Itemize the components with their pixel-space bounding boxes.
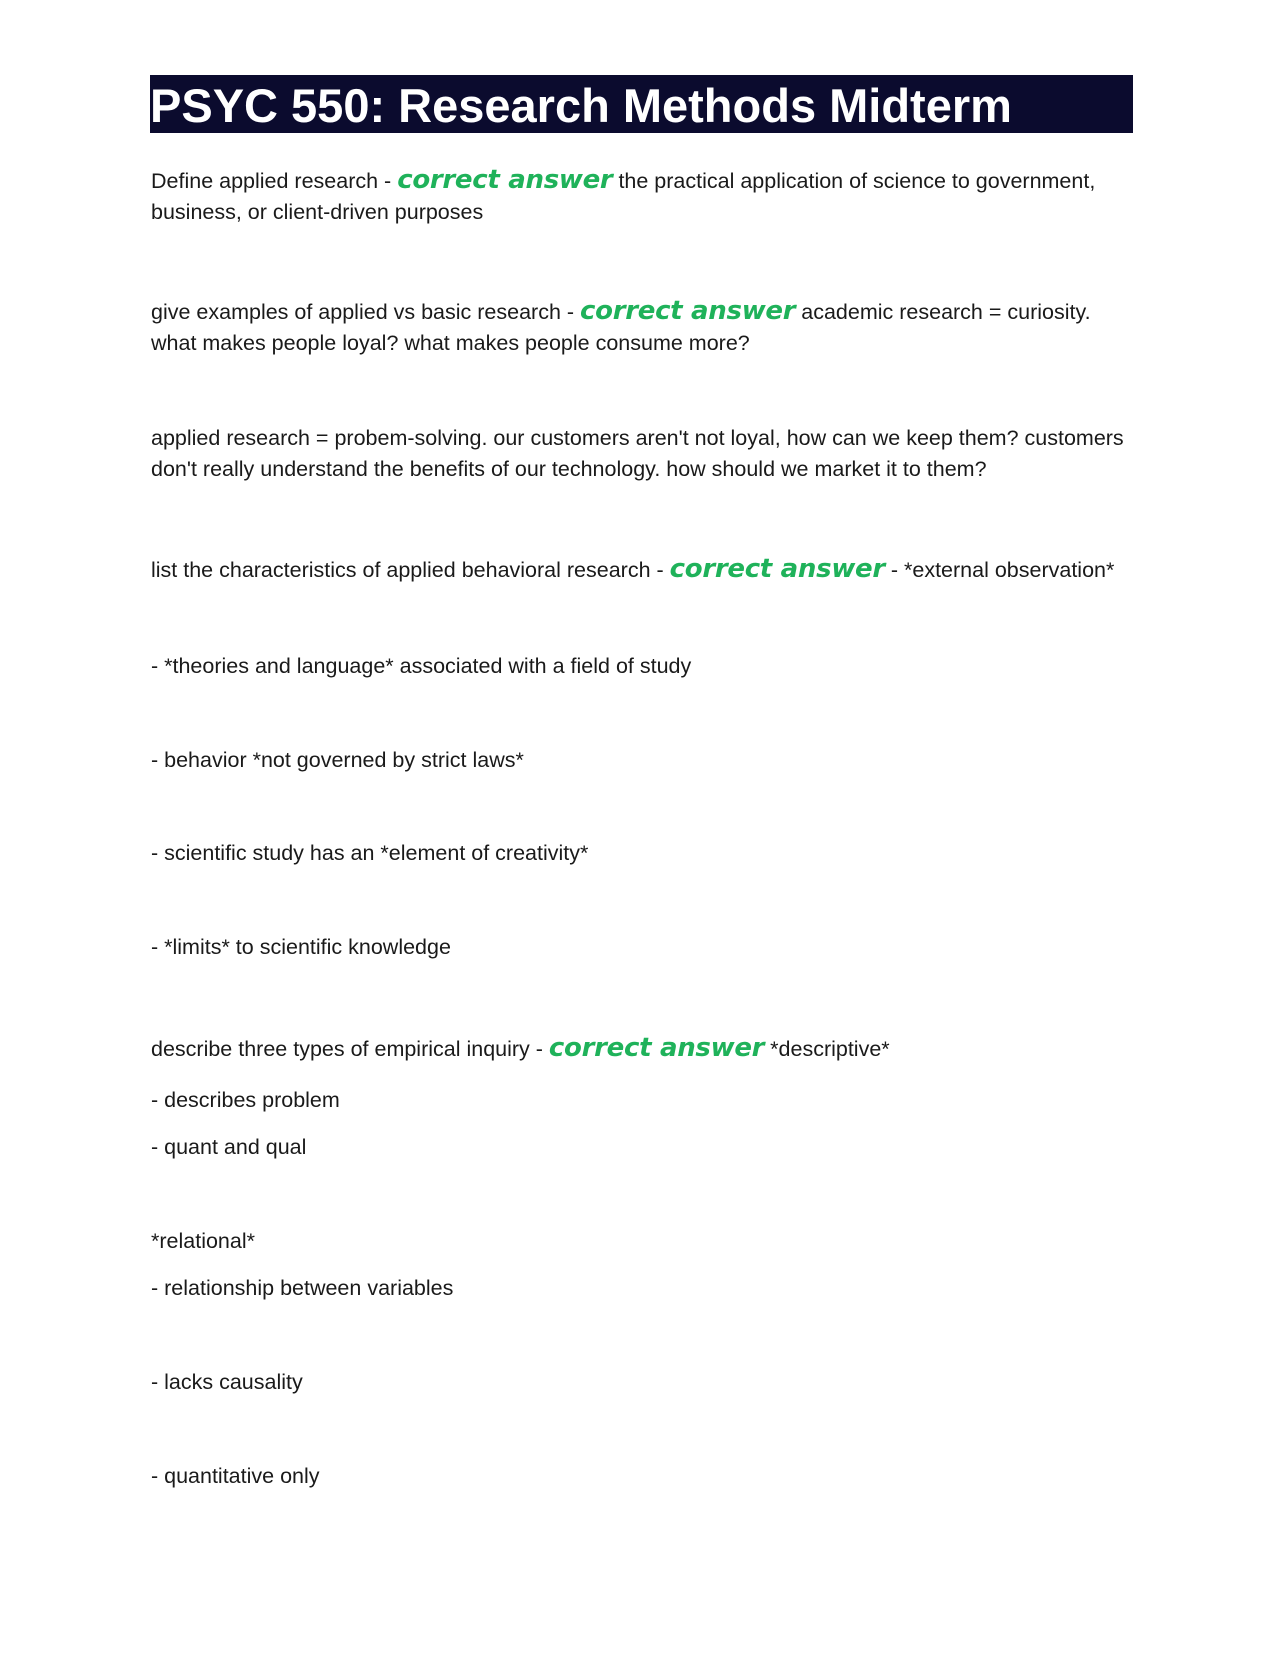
question-text: give examples of applied vs basic research - [151, 300, 581, 324]
document-title: PSYC 550: Research Methods Midterm [150, 79, 1012, 132]
list-item: *relational* [151, 1229, 255, 1253]
list-item: - behavior *not governed by strict laws* [151, 748, 524, 772]
correct-answer-label: correct answer [580, 296, 796, 326]
correct-answer-label: correct answer [669, 554, 885, 584]
list-item: - relationship between variables [151, 1276, 454, 1300]
qa-item-empirical-inquiry [151, 1033, 1126, 1065]
answer-text: *descriptive* [764, 1037, 890, 1061]
qa-item-applied-vs-basic [151, 296, 1126, 359]
answer-text: academic research = curiosity. what makes people loyal? what makes people consume more? [151, 300, 1091, 355]
answer-continuation: applied research = probem-solving. our customers aren't not loyal, how can we keep them? customers don't really understand the benefits of our technology. how should we market it to them? [151, 426, 1124, 481]
list-item: - lacks causality [151, 1370, 303, 1394]
question-text: Define applied research - [151, 169, 398, 193]
correct-answer-label: correct answer [397, 165, 613, 195]
list-item: - scientific study has an *element of creativity* [151, 841, 589, 865]
question-text: describe three types of empirical inquiry - [151, 1037, 549, 1061]
list-item: - quant and qual [151, 1135, 307, 1159]
answer-text: the practical application of science to government, business, or client-driven purposes [151, 169, 1096, 224]
list-item: - *theories and language* associated with a field of study [151, 654, 692, 678]
answer-text: - *external observation* [884, 558, 1115, 582]
qa-item-applied-research [151, 165, 1126, 228]
question-text: list the characteristics of applied behavioral research - [151, 558, 670, 582]
correct-answer-label: correct answer [548, 1033, 765, 1063]
list-item: - describes problem [151, 1088, 340, 1112]
list-item: - quantitative only [151, 1464, 320, 1488]
qa-item-characteristics [151, 554, 1126, 586]
list-item: - *limits* to scientific knowledge [151, 935, 451, 959]
